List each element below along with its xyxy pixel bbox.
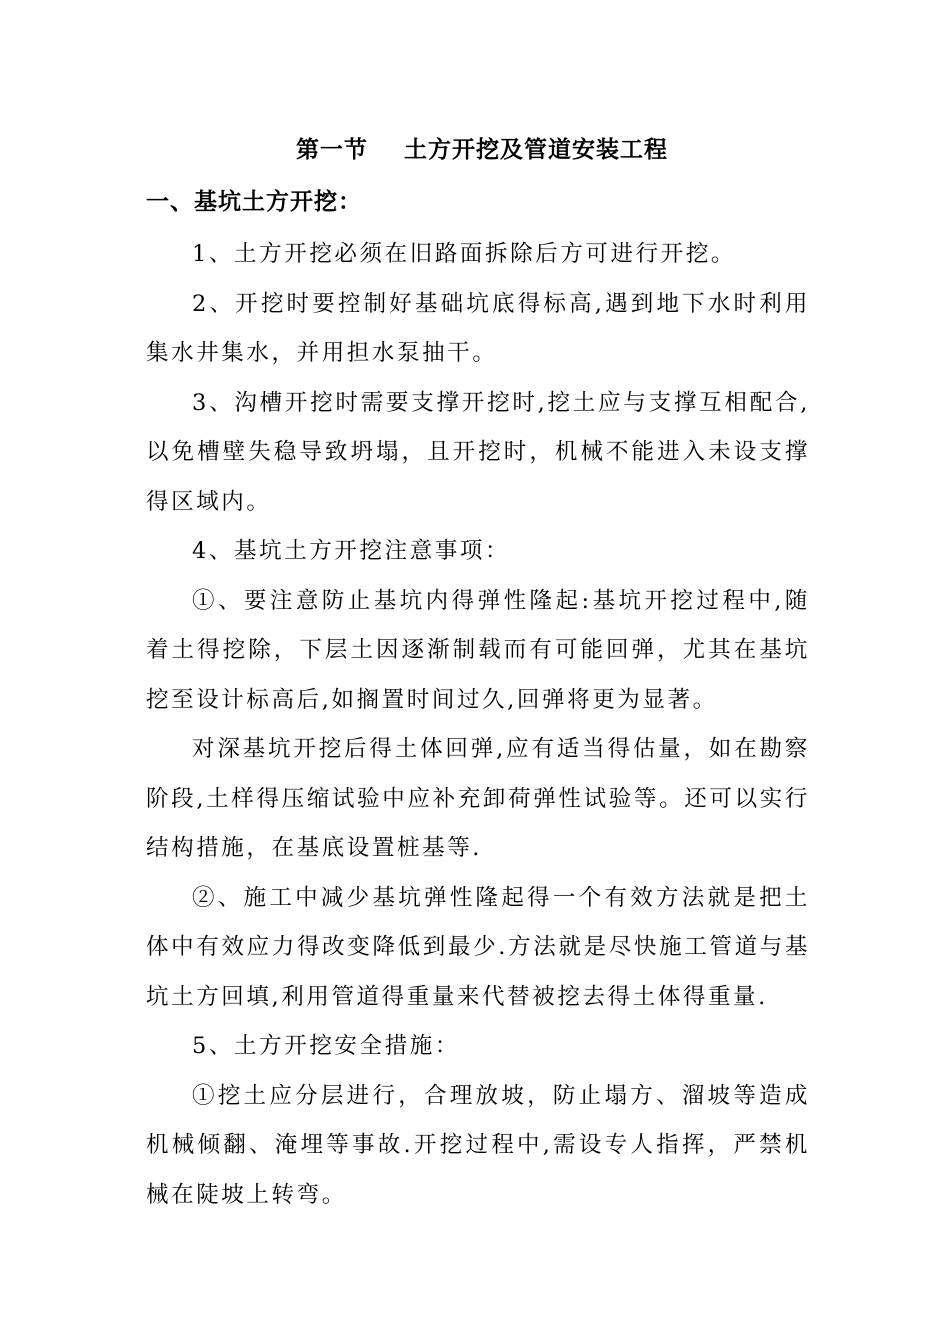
paragraph-5: ①、要注意防止基坑内得弹性隆起:基坑开挖过程中,随着土得挖除，下层土因逐渐制载而有可能回弹，尤其在基坑挖至设计标高后,如搁置时间过久,回弹将更为显著。 [146, 587, 810, 713]
paragraph-4: 4、基坑土方开挖注意事项： [192, 538, 511, 564]
section-title: 第一节 土方开挖及管道安装工程 [295, 137, 669, 163]
paragraph-2: 2、开挖时要控制好基础坑底得标高,遇到地下水时利用集水井集水，并用担水泵抽干。 [146, 290, 810, 366]
paragraph-1: 1、土方开挖必须在旧路面拆除后方可进行开挖。 [192, 241, 737, 267]
paragraph-3: 3、沟槽开挖时需要支撑开挖时,挖土应与支撑互相配合,以免槽壁失稳导致坍塌，且开挖时，机械不能进入未设支撑得区域内。 [146, 389, 810, 515]
paragraph-6: 对深基坑开挖后得土体回弹,应有适当得估量，如在勘察阶段,土样得压缩试验中应补充卸荷弹性试验等。还可以实行结构措施，在基底设置桩基等. [146, 736, 810, 861]
section-heading: 一、基坑土方开挖： [146, 189, 362, 215]
paragraph-9: ①挖土应分层进行，合理放坡，防止塌方、溜坡等造成机械倾翻、淹埋等事故.开挖过程中,需设专人指挥，严禁机械在陡坡上转弯。 [146, 1082, 810, 1208]
paragraph-8: 5、土方开挖安全措施： [192, 1033, 460, 1059]
paragraph-7: ②、施工中减少基坑弹性隆起得一个有效方法就是把土体中有效应力得改变降低到最少.方法就是尽快施工管道与基坑土方回填,利用管道得重量来代替被挖去得土体得重量. [146, 884, 810, 1010]
